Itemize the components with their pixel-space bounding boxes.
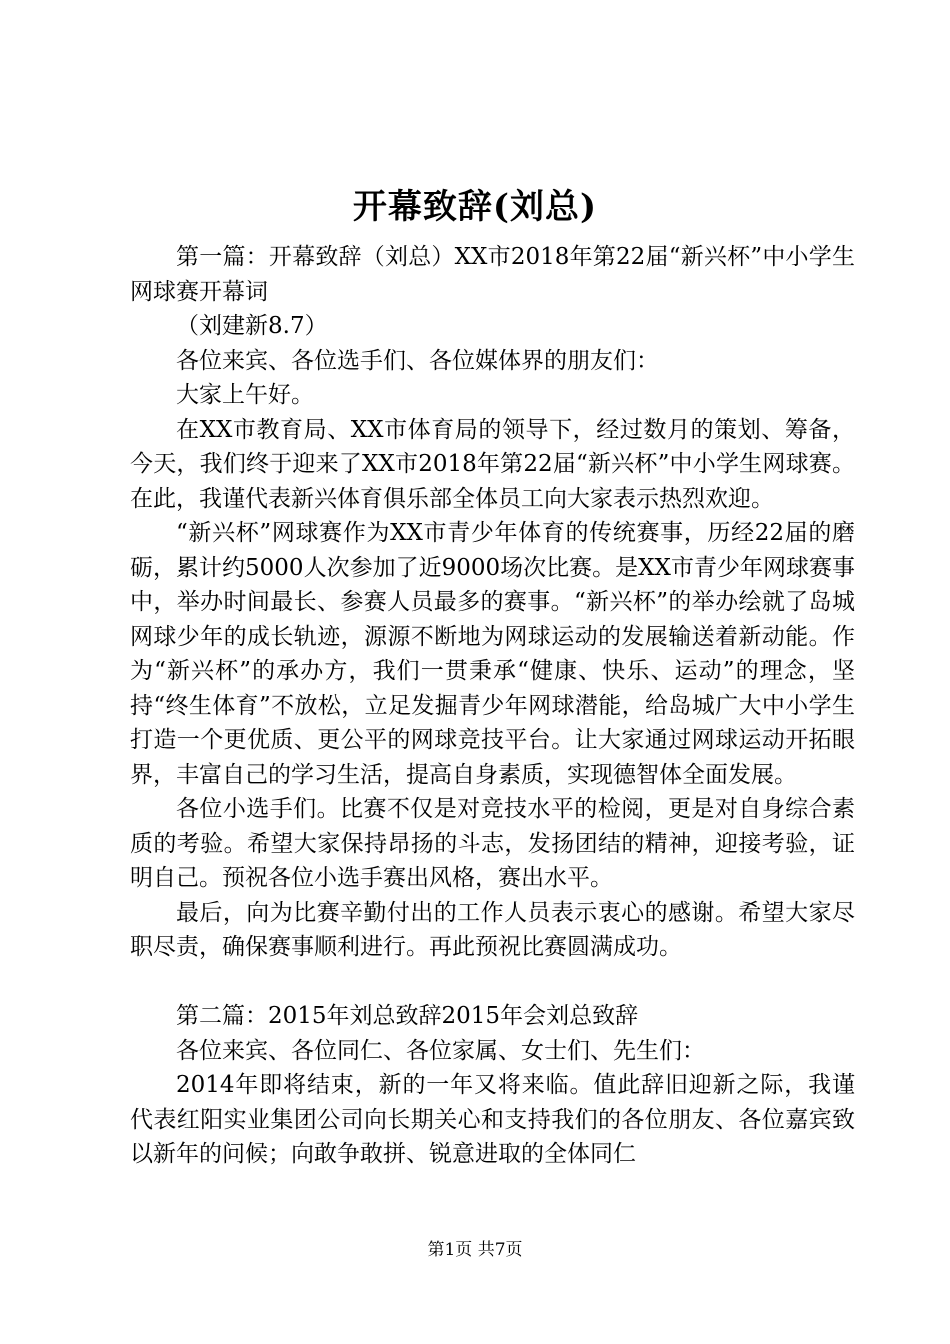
section-gap — [130, 965, 855, 1000]
paragraph: “新兴杯”网球赛作为XX市青少年体育的传统赛事，历经22届的磨砺，累计约5000人次参加了近9000场次比赛。是XX市青少年网球赛事中，举办时间最长、参赛人员最多的赛事。“新兴杯”的举办绘就了岛城网球少年的成长轨迹，源源不断地为网球运动的发展输送着新动能。作为“新兴杯”的承办方，我们一贯秉承“健康、快乐、运动”的理念，坚持“终生体育”不放松，立足发掘青少年网球潜能，给岛城广大中小学生打造一个更优质、更公平的网球竞技平台。让大家通过网球运动开拓眼界，丰富自己的学习生活，提高自身素质，实现德智体全面发展。 — [130, 520, 855, 788]
section-heading: 第二篇：2015年刘总致辞2015年会刘总致辞 — [176, 1003, 639, 1029]
paragraph: 最后，向为比赛辛勤付出的工作人员表示衷心的感谢。希望大家尽职尽责，确保赛事顺利进行。再此预祝比赛圆满成功。 — [130, 899, 855, 960]
paragraph: （刘建新8.7） — [176, 313, 328, 339]
paragraph: 各位来宾、各位同仁、各位家属、女士们、先生们： — [176, 1037, 705, 1064]
paragraph: 大家上午好。 — [176, 382, 314, 408]
paragraph: 各位小选手们。比赛不仅是对竞技水平的检阅，更是对自身综合素质的考验。希望大家保持昂扬的斗志，发扬团结的精神，迎接考验，证明自己。预祝各位小选手赛出风格，赛出水平。 — [130, 796, 855, 891]
document-title: 开幕致辞(刘总) — [352, 187, 598, 227]
page-footer: 第1页 共7页 — [427, 1240, 523, 1260]
paragraph: 各位来宾、各位选手们、各位媒体界的朋友们： — [176, 347, 659, 374]
document-body — [130, 240, 855, 1172]
paragraph: 在XX市教育局、XX市体育局的领导下，经过数月的策划、筹备，今天，我们终于迎来了XX市2018年第22届“新兴杯”中小学生网球赛。在此，我谨代表新兴体育俱乐部全体员工向大家表示热烈欢迎。 — [130, 416, 855, 512]
paragraph: 第一篇：开幕致辞（刘总）XX市2018年第22届“新兴杯”中小学生网球赛开幕词 — [130, 244, 855, 305]
paragraph: 2014年即将结束，新的一年又将来临。值此辞旧迎新之际，我谨代表红阳实业集团公司向长期关心和支持我们的各位朋友、各位嘉宾致以新年的问候；向敢争敢拼、锐意进取的全体同仁 — [130, 1072, 855, 1167]
